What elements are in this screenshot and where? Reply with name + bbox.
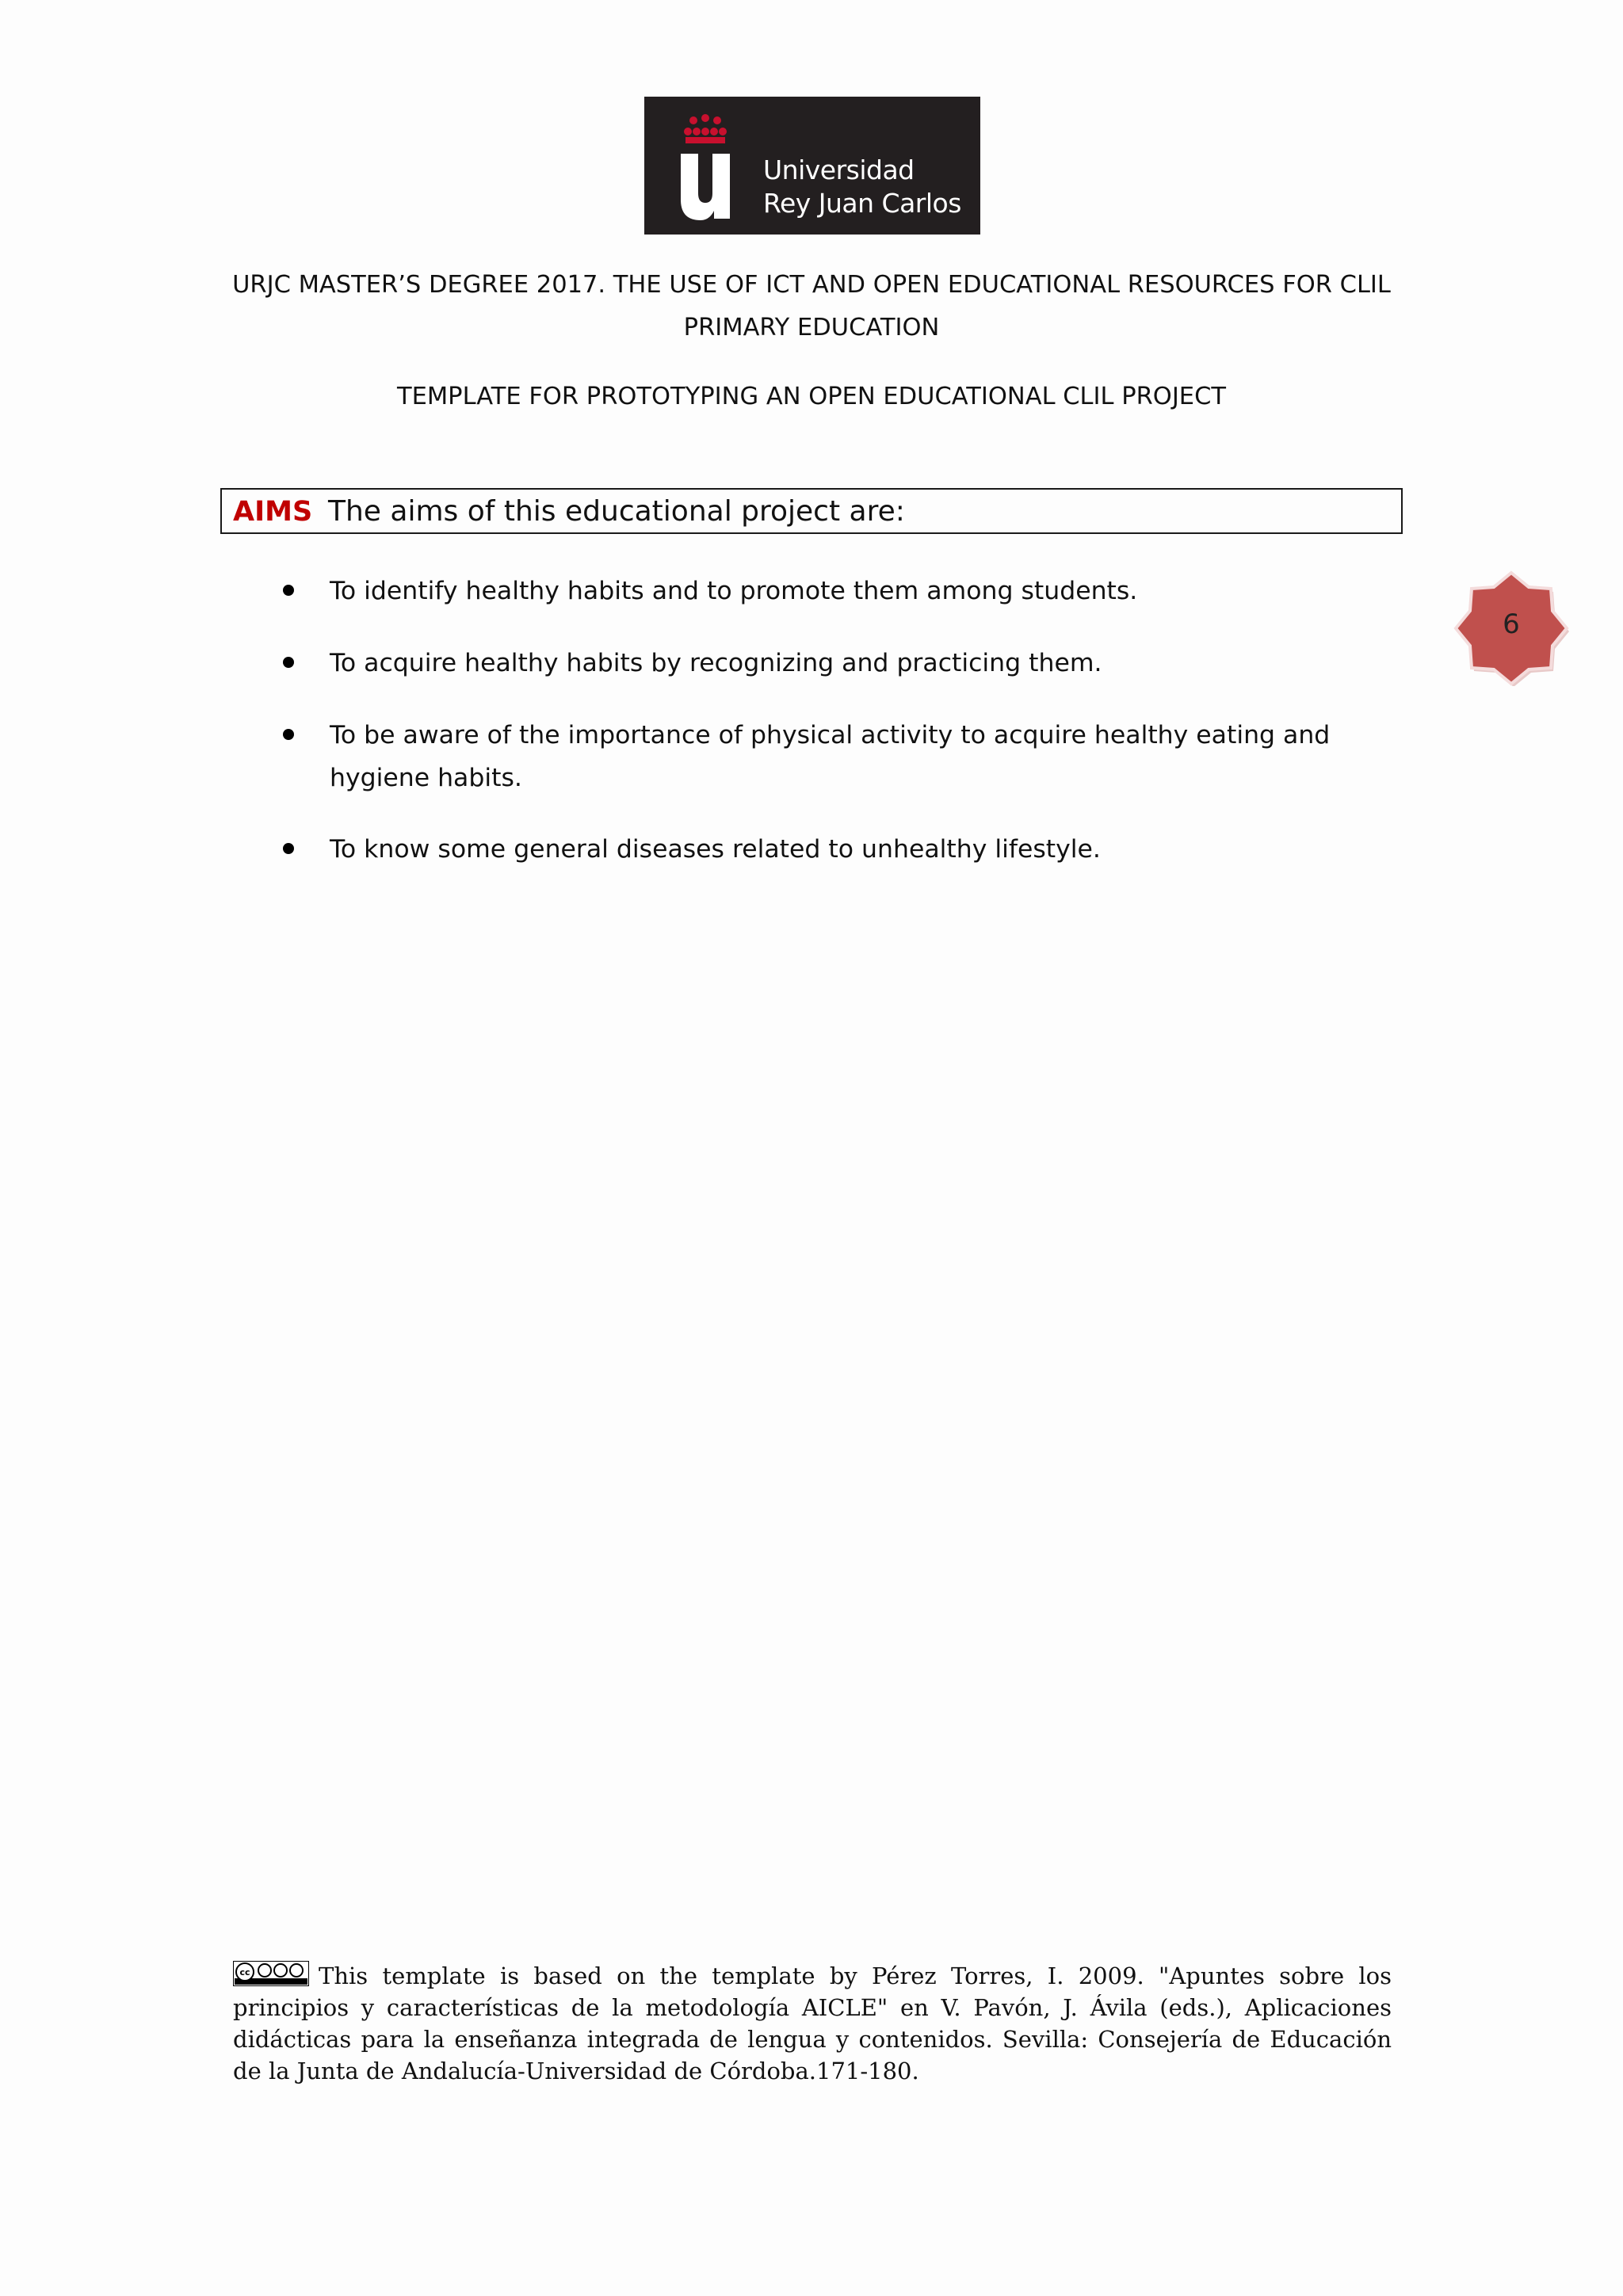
aim-item-4	[330, 828, 1360, 871]
aim-text-2: To acquire healthy habits by recognizing and practicing them.	[330, 649, 1102, 677]
aim-text-1: To identify healthy habits and to promote them among students.	[330, 577, 1138, 605]
aim-item-2	[330, 642, 1360, 685]
aim-text-4: To know some general diseases related to unhealthy lifestyle.	[330, 835, 1101, 864]
university-logo	[644, 97, 980, 235]
bullet-icon	[283, 657, 294, 668]
aims-heading-box	[220, 488, 1403, 534]
aims-label: AIMS	[233, 496, 313, 528]
aims-intro: The aims of this educational project are:	[328, 495, 905, 528]
footer-citation	[233, 1960, 1392, 2087]
bullet-icon	[283, 843, 294, 854]
page-number: 6	[1503, 608, 1520, 640]
bullet-icon	[283, 585, 294, 596]
cc-by-nc-sa-icon	[233, 1961, 309, 1986]
bullet-icon	[283, 729, 294, 740]
page-number-badge	[1453, 570, 1569, 686]
university-name-line1: Universidad	[763, 154, 915, 185]
aim-text-3: To be aware of the importance of physical activity to acquire healthy eating and hygiene habits.	[330, 721, 1331, 792]
template-subtitle: TEMPLATE FOR PROTOTYPING AN OPEN EDUCATIONAL CLIL PROJECT	[396, 383, 1227, 410]
university-name	[763, 154, 961, 220]
urjc-crown-u-icon	[676, 111, 755, 222]
svg-text:cc: cc	[239, 1967, 250, 1978]
course-title-line2: PRIMARY EDUCATION	[683, 314, 940, 341]
course-title-line1: URJC MASTER’S DEGREE 2017. THE USE OF ICT AND OPEN EDUCATIONAL RESOURCES FOR CLIL	[232, 271, 1391, 299]
university-name-line2: Rey Juan Carlos	[763, 188, 961, 219]
aim-item-3	[330, 714, 1360, 799]
footer-citation-text: This template is based on the template by Pérez Torres, I. 2009. "Apuntes sobre los principios y características de la metodología AICLE" en V. Pavón, J. Ávila (eds.), Aplicaciones didácticas para la enseñanza integrada de lengua y contenidos. Sevilla: Consejería de Educación de la Junta de Andalucía-Universidad de Córdoba.171-180.	[233, 1962, 1392, 2084]
aim-item-1	[330, 570, 1360, 612]
